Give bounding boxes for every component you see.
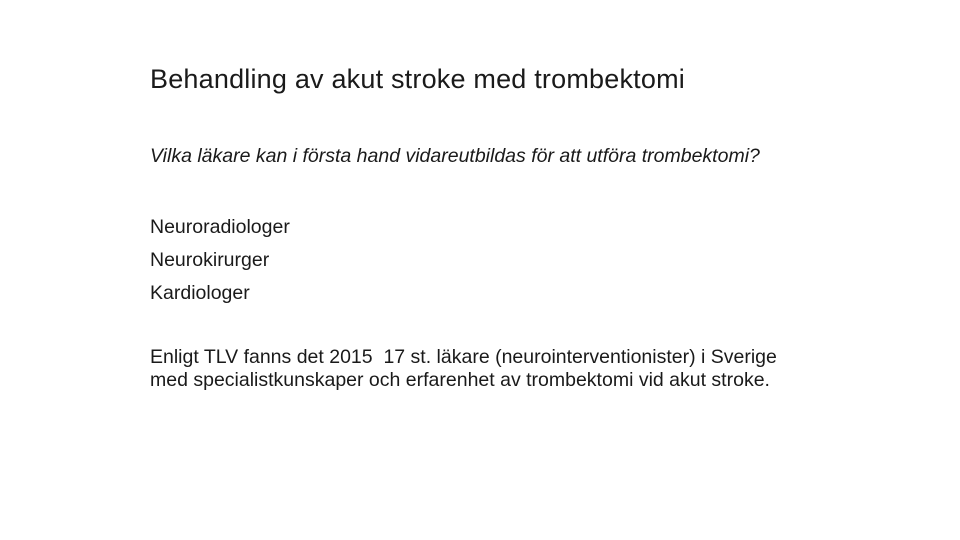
specialty-item-neurokirurger: Neurokirurger bbox=[150, 249, 270, 271]
specialty-item-kardiologer: Kardiologer bbox=[150, 282, 250, 304]
tlv-note bbox=[150, 346, 910, 392]
specialty-item-neuroradiologer: Neuroradiologer bbox=[150, 216, 290, 238]
question-text: Vilka läkare kan i första hand vidareutbildas för att utföra trombektomi? bbox=[150, 145, 760, 167]
slide-title: Behandling av akut stroke med trombektomi bbox=[150, 64, 685, 94]
tlv-note-line-2: med specialistkunskaper och erfarenhet av trombektomi vid akut stroke. bbox=[150, 369, 770, 391]
tlv-note-line-1: Enligt TLV fanns det 2015 17 st. läkare (neurointerventionister) i Sverige bbox=[150, 346, 777, 368]
specialty-list bbox=[150, 211, 290, 310]
